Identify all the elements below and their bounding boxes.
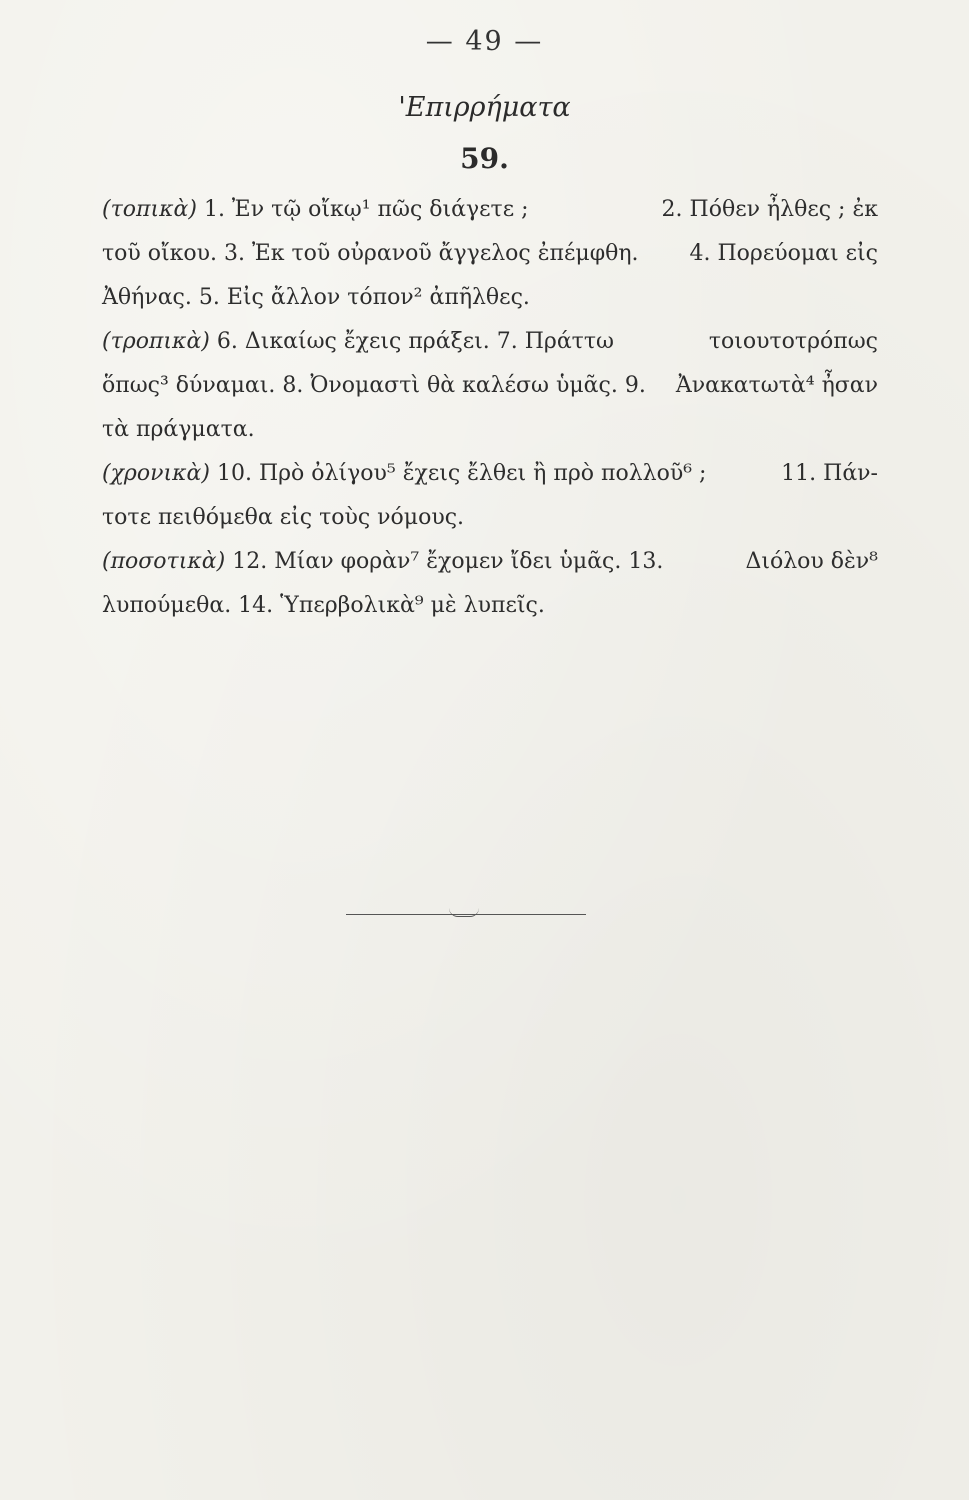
text-segment: 11. Πάν- bbox=[781, 461, 878, 486]
category-tag: (χρονικὰ) bbox=[102, 461, 210, 486]
exercise-number: 59. bbox=[460, 142, 509, 175]
text-segment: (χρονικὰ) 10. Πρὸ ὀλίγου⁵ ἔχεις ἔλθει ἢ πρὸ πολλοῦ⁶ ; bbox=[102, 461, 707, 486]
text-segment: τὰ πράγματα. bbox=[102, 417, 255, 442]
text-line bbox=[102, 188, 878, 232]
text-line bbox=[102, 320, 878, 364]
text-segment: (τοπικὰ) 1. Ἐν τῷ οἴκῳ¹ πῶς διάγετε ; bbox=[102, 197, 529, 222]
text-segment: 4. Πορεύομαι εἰς bbox=[689, 241, 878, 266]
text-line bbox=[102, 276, 878, 320]
text-line bbox=[102, 452, 878, 496]
text-segment: τοιουτοτρόπως bbox=[708, 329, 878, 354]
text-line bbox=[102, 364, 878, 408]
text-segment: τοτε πειθόμεθα εἰς τοὺς νόμους. bbox=[102, 505, 465, 530]
section-title: 'Επιρρήματα bbox=[398, 92, 571, 123]
text-segment: (ποσοτικὰ) 12. Μίαν φορὰν⁷ ἔχομεν ἴδει ὑμᾶς. 13. bbox=[102, 549, 664, 574]
text-segment: ὅπως³ δύναμαι. 8. Ὀνομαστὶ θὰ καλέσω ὑμᾶς. 9. bbox=[102, 373, 646, 398]
text-segment: λυπούμεθα. 14. Ὑπερβολικὰ⁹ μὲ λυπεῖς. bbox=[102, 593, 545, 618]
page-number: — 49 — bbox=[425, 26, 544, 57]
text-segment: τοῦ οἴκου. 3. Ἐκ τοῦ οὐρανοῦ ἄγγελος ἐπέμφθη. bbox=[102, 241, 639, 266]
text-segment: Ἀνακατωτὰ⁴ ἦσαν bbox=[675, 373, 878, 398]
text-line bbox=[102, 408, 878, 452]
category-tag: (ποσοτικὰ) bbox=[102, 549, 226, 574]
text-segment: 2. Πόθεν ἦλθες ; ἐκ bbox=[661, 197, 878, 222]
text-segment: Ἀθήνας. 5. Εἰς ἄλλον τόπον² ἀπῆλθες. bbox=[102, 285, 530, 310]
text-segment: (τροπικὰ) 6. Δικαίως ἔχεις πράξει. 7. Πράττω bbox=[102, 329, 614, 354]
category-tag: (τροπικὰ) bbox=[102, 329, 210, 354]
text-segment: Διόλου δὲν⁸ bbox=[745, 549, 878, 574]
text-line bbox=[102, 232, 878, 276]
category-tag: (τοπικὰ) bbox=[102, 197, 197, 222]
exercise-text bbox=[102, 188, 878, 628]
divider-ornament bbox=[449, 908, 479, 917]
text-line bbox=[102, 584, 878, 628]
text-line bbox=[102, 496, 878, 540]
text-line bbox=[102, 540, 878, 584]
